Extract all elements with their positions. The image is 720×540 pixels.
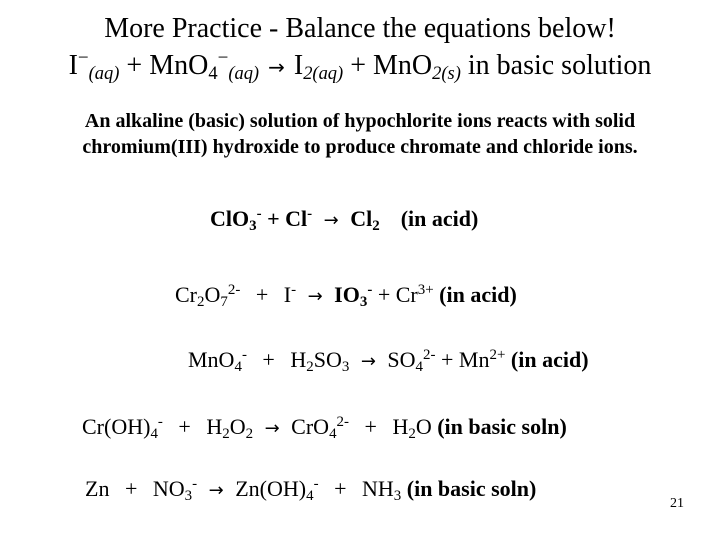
equation-1: $ClO_3^- + Cl^- \to Cl_2$ (in acid)	[210, 205, 479, 235]
iodide-ion: $I^-_{(aq)}$	[68, 47, 120, 84]
reaction-arrow-icon: →	[264, 418, 280, 439]
chromium-hydroxide-complex: $Cr(OH)_4^-$	[82, 413, 163, 443]
reaction-arrow-icon: →	[208, 480, 224, 501]
permanganate-ion: MnO$_4$−$_{(aq)}$	[149, 47, 260, 84]
sulfurous-acid: $H_2SO_3$	[290, 347, 350, 376]
reaction-arrow-icon: →	[360, 351, 376, 372]
page-number: 21	[670, 496, 684, 511]
reaction-arrow-icon: →	[323, 210, 339, 231]
dichromate-ion: $Cr_2O_7^{2-}$	[175, 281, 241, 311]
zincate-ion: $Zn(OH)_4^-$	[235, 475, 319, 505]
equation-2: $Cr_2O_7^{2-} + I^- \to IO_3^- + Cr^{3+}$ (in acid)	[175, 281, 517, 311]
chloride-ion: Cl-	[285, 205, 313, 231]
chromate-ion: CrO$_4^{2-}$	[291, 413, 350, 443]
hydrogen-peroxide: $H_2O_2$	[206, 414, 254, 443]
equation-3: $MnO_4^- + H_2SO_3 \to SO_4^{2-} + Mn^{2+}$ (in acid)	[188, 346, 589, 376]
water: $H_2O$	[392, 414, 432, 443]
title-equation: $I^-_{(aq)} + MnO_4^-_{(aq)} \to I_{2(aq)} + MnO_{2(s)}$ in basic solution	[68, 47, 652, 84]
condition-label: (in basic soln)	[406, 476, 537, 501]
reaction-arrow-icon: →	[307, 286, 323, 307]
iodine: $I_{2(aq)}$	[293, 50, 344, 84]
iodide-ion: I-	[283, 281, 297, 307]
sulfate-ion: $SO_4^{2-}$	[387, 346, 436, 376]
manganese-dioxide: MnO$_{2(s)}$	[373, 50, 461, 84]
ammonia: $NH_3$	[361, 476, 402, 505]
condition-label: (in acid)	[510, 347, 589, 372]
condition-label: (in basic soln)	[437, 414, 567, 439]
chlorine-gas: $Cl_2$	[350, 206, 380, 235]
chromium-ion: $Cr^{3+}$	[395, 281, 434, 307]
equation-4: $Cr(OH)_4^- + H_2O_2 \to CrO_4^{2-} + H_2O$ (in basic soln)	[82, 413, 567, 443]
equation-5: $Zn + NO_3^- \to Zn(OH)_4^- + NH_3$ (in basic soln)	[85, 475, 537, 505]
chlorate-ion: ClO$_3$-	[210, 205, 262, 235]
condition-label: (in acid)	[439, 282, 517, 307]
slide-title: More Practice - Balance the equations below!	[104, 13, 616, 44]
zinc: Zn	[85, 476, 110, 501]
condition-label: (in acid)	[400, 206, 479, 231]
manganese-ion: $Mn^{2+}$	[458, 346, 506, 372]
nitrate-ion: $NO_3^-$	[152, 475, 198, 505]
reaction-arrow-icon: →	[268, 55, 285, 79]
title-condition: in basic solution	[467, 50, 652, 81]
iodate-ion: $IO_3^-$	[334, 281, 373, 311]
permanganate-ion: MnO$_4$-	[188, 346, 247, 376]
problem-statement: An alkaline (basic) solution of hypochlorite ions reacts with solid chromium(III) hydroxide to produce chromate and chloride ions.	[82, 110, 638, 158]
